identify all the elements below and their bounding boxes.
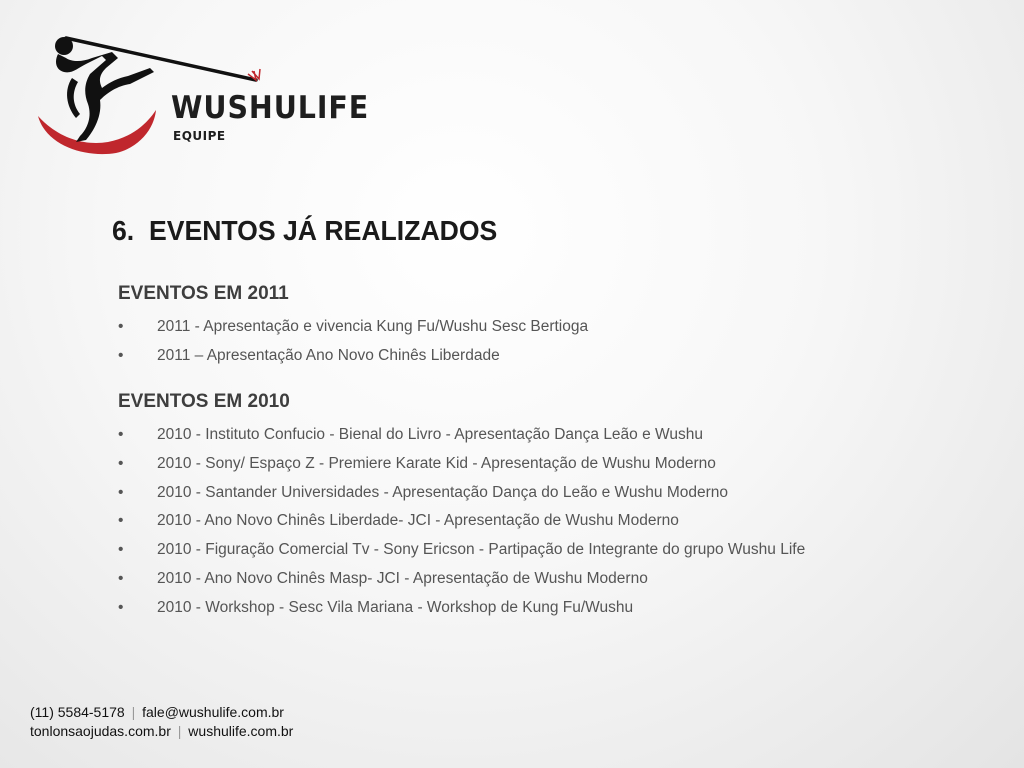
event-list — [118, 421, 978, 622]
footer-site-tonlon[interactable]: tonlonsaojudas.com.br — [30, 723, 171, 739]
title-number: 6. — [112, 215, 135, 246]
footer-email[interactable]: fale@wushulife.com.br — [142, 704, 284, 720]
brand-name: WUSHULIFE — [171, 90, 370, 126]
list-item — [118, 421, 978, 450]
list-item — [118, 536, 978, 565]
list-item — [118, 342, 978, 371]
bullet-icon: • — [118, 569, 124, 587]
list-item-text: 2010 - Workshop - Sesc Vila Mariana - Workshop de Kung Fu/Wushu — [157, 598, 634, 616]
footer-separator: | — [131, 704, 136, 720]
list-item-text: 2010 - Sony/ Espaço Z - Premiere Karate Kid - Apresentação de Wushu Moderno — [157, 455, 716, 473]
title-text: EVENTOS JÁ REALIZADOS — [148, 215, 498, 246]
bullet-icon: • — [118, 346, 124, 364]
list-item-text: 2010 - Instituto Confucio - Bienal do Livro - Apresentação Dança Leão e Wushu — [157, 426, 703, 444]
section-2011 — [118, 281, 978, 370]
event-list — [118, 313, 978, 370]
list-item-text: 2011 - Apresentação e vivencia Kung Fu/Wushu Sesc Bertioga — [157, 318, 589, 335]
bullet-icon: • — [118, 455, 124, 473]
list-item — [118, 313, 978, 342]
section-2010 — [118, 389, 978, 622]
bullet-icon: • — [118, 541, 124, 559]
list-item — [118, 594, 978, 623]
bullet-icon: • — [118, 318, 124, 335]
list-item — [118, 507, 978, 536]
list-item-text: 2011 – Apresentação Ano Novo Chinês Liberdade — [157, 346, 500, 364]
list-item-text: 2010 - Figuração Comercial Tv - Sony Ericson - Partipação de Integrante do grupo Wushu Life — [157, 541, 806, 559]
footer-phone: (11) 5584-5178 — [30, 704, 125, 720]
list-item-text: 2010 - Santander Universidades - Apresentação Dança do Leão e Wushu Moderno — [157, 483, 728, 501]
events-content — [118, 281, 978, 622]
footer-line-1 — [30, 703, 293, 722]
contact-footer — [30, 703, 293, 741]
list-item-text: 2010 - Ano Novo Chinês Liberdade- JCI - Apresentação de Wushu Moderno — [157, 512, 679, 530]
footer-line-2 — [30, 722, 293, 741]
list-item — [118, 479, 978, 508]
list-item — [118, 565, 978, 594]
section-heading: EVENTOS EM 2011 — [118, 283, 289, 304]
section-heading: EVENTOS EM 2010 — [118, 391, 290, 413]
wushulife-logo — [36, 28, 376, 168]
footer-separator: | — [177, 723, 182, 739]
bullet-icon: • — [118, 483, 124, 501]
brand-subtitle: EQUIPE — [173, 129, 226, 143]
bullet-icon: • — [118, 512, 124, 530]
bullet-icon: • — [118, 598, 124, 616]
footer-site-wushulife[interactable]: wushulife.com.br — [188, 723, 294, 739]
bullet-icon: • — [118, 426, 124, 444]
list-item — [118, 450, 978, 479]
list-item-text: 2010 - Ano Novo Chinês Masp- JCI - Apresentação de Wushu Moderno — [157, 569, 648, 587]
slide-title — [112, 215, 497, 247]
